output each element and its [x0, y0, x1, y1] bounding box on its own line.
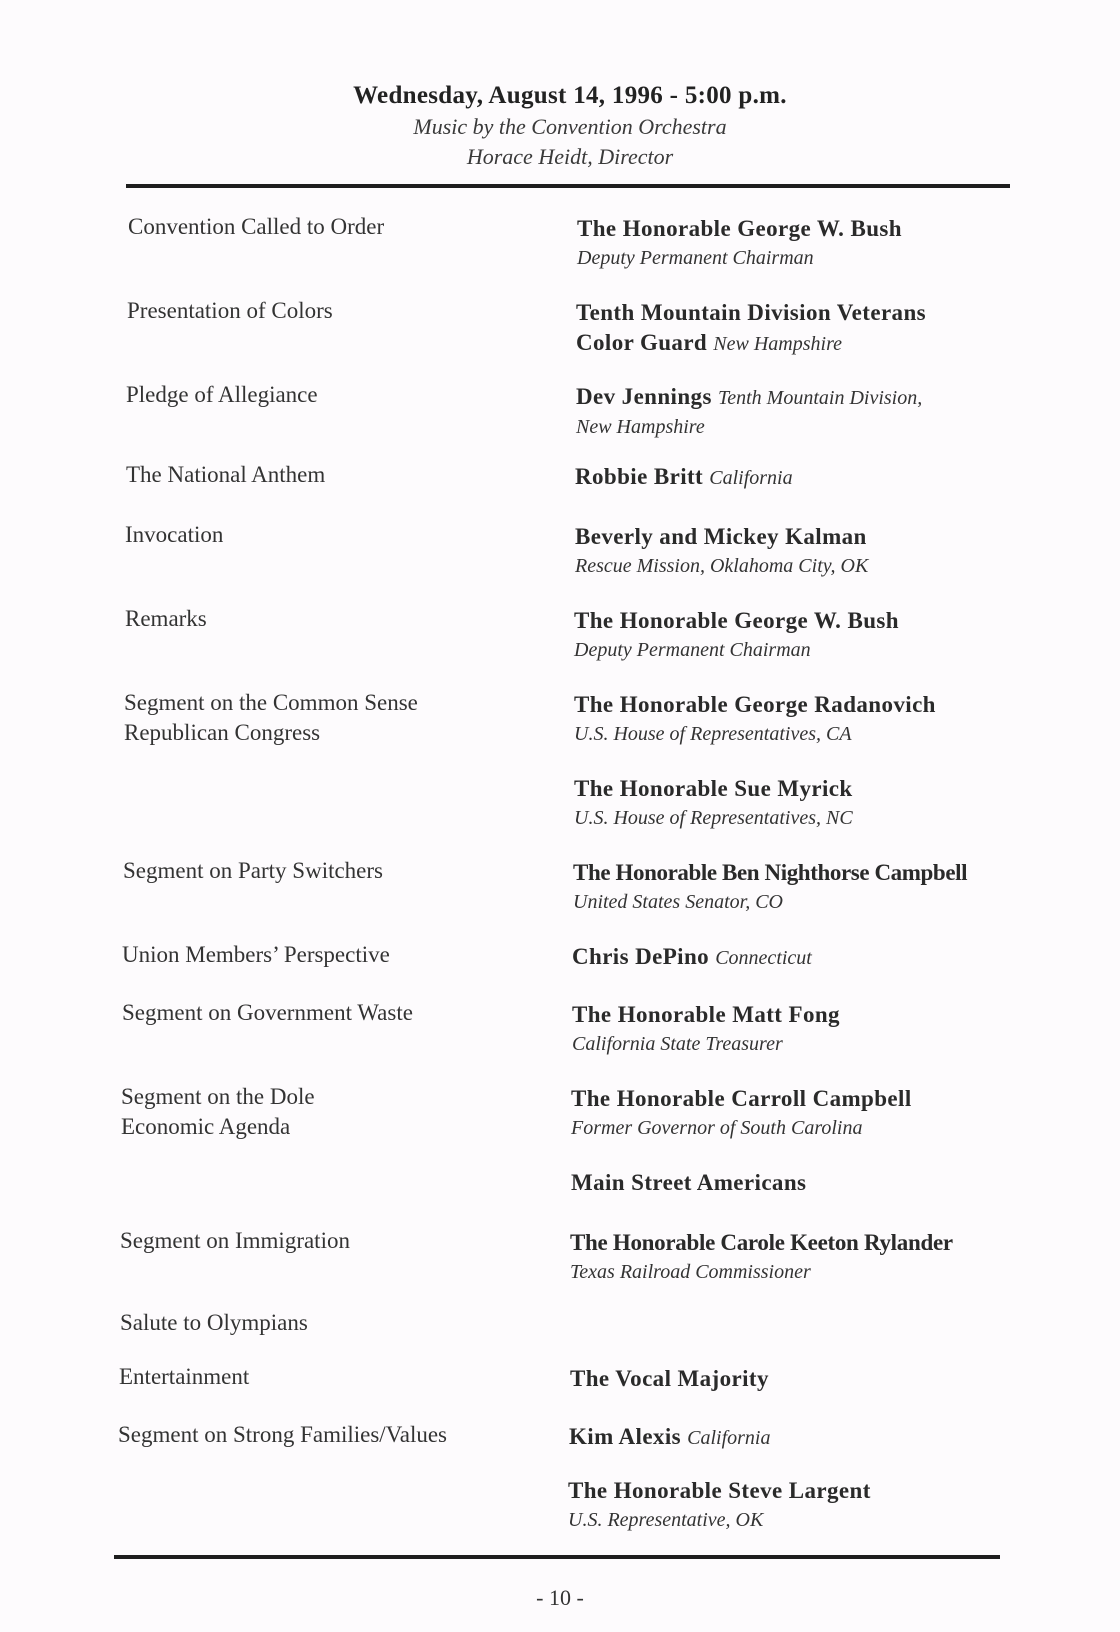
segment-label: Invocation: [125, 522, 224, 547]
speaker-name: The Honorable George Radanovich: [574, 692, 936, 717]
speaker-name: The Honorable George W. Bush: [574, 608, 899, 633]
speaker-entry: [576, 382, 1016, 441]
speaker-entry: [573, 858, 993, 916]
speaker-name: Chris DePino: [572, 944, 710, 969]
speaker-name: The Honorable Sue Myrick: [574, 776, 853, 801]
segment-label: Segment on the Common Sense Republican Congress: [124, 690, 418, 745]
speaker-entry: [571, 1168, 1011, 1198]
director-credit: Horace Heidt, Director: [466, 144, 674, 169]
speaker-role: Deputy Permanent Chairman: [577, 247, 814, 269]
speaker-entry: [569, 1422, 1009, 1453]
top-divider: [126, 184, 1010, 188]
segment-label: Convention Called to Order: [128, 214, 385, 239]
speaker-role: U.S. House of Representatives, NC: [574, 807, 853, 829]
speaker-location: California: [687, 1427, 771, 1449]
speaker-entry: [574, 606, 1014, 664]
speaker-entry: [574, 690, 1014, 748]
segment-label: The National Anthem: [126, 462, 326, 487]
speaker-name-line: [576, 382, 1016, 413]
speaker-name-line: [572, 942, 1012, 973]
speaker-name: The Honorable Carole Keeton Rylander: [570, 1230, 953, 1255]
speaker-entry: [577, 214, 1017, 272]
speaker-role: New Hampshire: [576, 416, 705, 438]
speaker-role: U.S. House of Representatives, CA: [574, 723, 852, 745]
speaker-name: Tenth Mountain Division Veterans: [576, 300, 926, 325]
speaker-role: United States Senator, CO: [573, 891, 783, 913]
segment-label: Salute to Olympians: [120, 1310, 308, 1335]
segment-label: Union Members’ Perspective: [122, 942, 390, 967]
speaker-name: Main Street Americans: [571, 1170, 807, 1195]
speaker-location: California: [709, 467, 793, 489]
speaker-location: Connecticut: [715, 947, 812, 969]
segment-label: Entertainment: [119, 1364, 250, 1389]
music-credit: Music by the Convention Orchestra: [413, 114, 727, 139]
page-header: [0, 80, 1120, 172]
speaker-entry: [575, 462, 1015, 493]
segment-label: Segment on Government Waste: [122, 1000, 413, 1025]
speaker-name-line: [569, 1422, 1009, 1453]
speaker-name-cont: Color Guard: [576, 330, 708, 355]
speaker-name: The Honorable Ben Nighthorse Campbell: [573, 860, 968, 885]
speaker-entry: [574, 774, 1014, 832]
speaker-name: The Vocal Majority: [570, 1366, 769, 1391]
speaker-entry: [576, 298, 1016, 359]
speaker-entry: [568, 1476, 1008, 1534]
bottom-divider: [114, 1555, 1000, 1559]
segment-label: Segment on the Dole Economic Agenda: [121, 1084, 315, 1139]
speaker-affiliation: Tenth Mountain Division,: [717, 387, 923, 409]
speaker-role: Texas Railroad Commissioner: [570, 1261, 811, 1283]
speaker-entry: [572, 1000, 1012, 1058]
speaker-name: Dev Jennings: [576, 384, 712, 409]
segment-label: Presentation of Colors: [127, 298, 333, 323]
speaker-entry: [571, 1084, 1011, 1142]
speaker-name-line2: [576, 328, 1016, 359]
speaker-entry: [570, 1228, 1000, 1286]
speaker-name: The Honorable Steve Largent: [568, 1478, 871, 1503]
speaker-entry: [572, 942, 1012, 973]
speaker-name-line: [575, 462, 1015, 493]
speaker-name: The Honorable George W. Bush: [577, 216, 902, 241]
speaker-name: The Honorable Matt Fong: [572, 1002, 840, 1027]
segment-label: Remarks: [125, 606, 207, 631]
segment-label: Segment on Party Switchers: [123, 858, 383, 883]
page-number: - 10 -: [536, 1585, 584, 1610]
speaker-name: Beverly and Mickey Kalman: [575, 524, 867, 549]
speaker-location: New Hampshire: [713, 333, 842, 355]
speaker-entry: [570, 1364, 1010, 1394]
speaker-entry: [575, 522, 1015, 580]
page-title: Wednesday, August 14, 1996 - 5:00 p.m.: [353, 82, 787, 109]
speaker-name: Robbie Britt: [575, 464, 704, 489]
speaker-role: Deputy Permanent Chairman: [574, 639, 811, 661]
speaker-role: Former Governor of South Carolina: [571, 1117, 863, 1139]
speaker-role: U.S. Representative, OK: [568, 1509, 764, 1531]
speaker-name: The Honorable Carroll Campbell: [571, 1086, 912, 1111]
speaker-role: Rescue Mission, Oklahoma City, OK: [575, 555, 869, 577]
segment-label: Pledge of Allegiance: [126, 382, 318, 407]
segment-label: Segment on Strong Families/Values: [118, 1422, 448, 1447]
speaker-name: Kim Alexis: [569, 1424, 681, 1449]
speaker-role: California State Treasurer: [572, 1033, 783, 1055]
segment-label: Segment on Immigration: [120, 1228, 350, 1253]
